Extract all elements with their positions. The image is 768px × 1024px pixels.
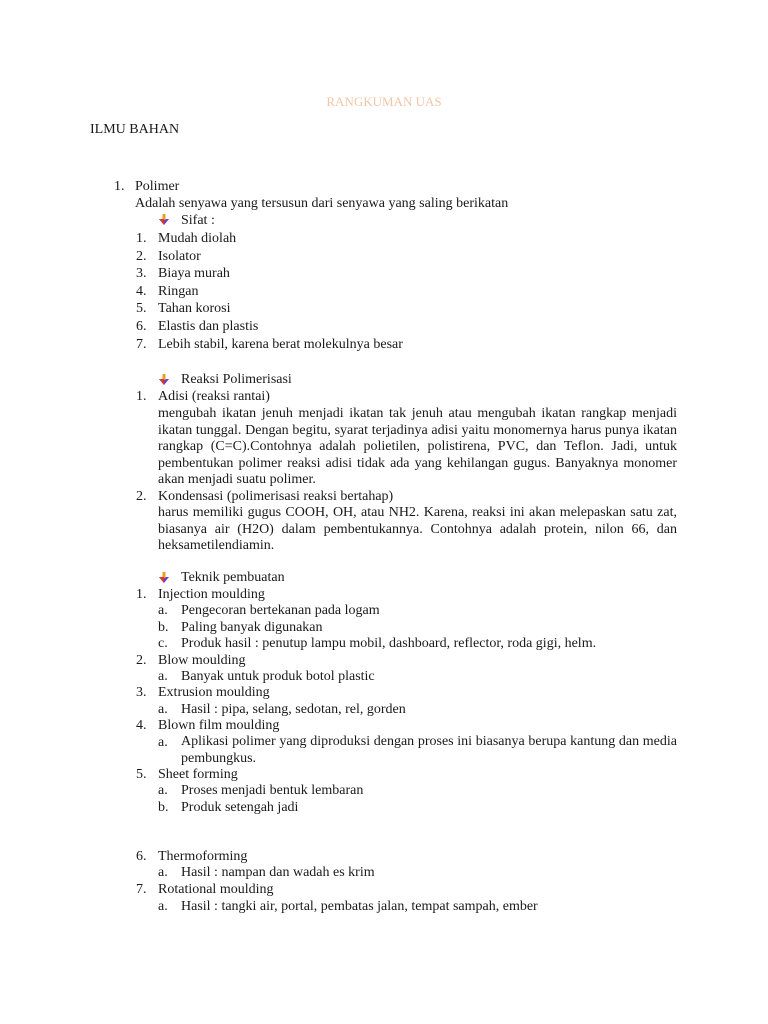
teknik-item: Injection moulding	[158, 587, 265, 602]
list-number: 4.	[136, 718, 147, 733]
sub-letter: b.	[158, 620, 169, 635]
list-number: 3.	[136, 685, 147, 700]
sub-letter: b.	[158, 800, 169, 815]
teknik-item: Rotational moulding	[158, 882, 274, 897]
section-number: 1.	[114, 179, 125, 194]
sub-letter: a.	[158, 865, 168, 880]
list-item: Biaya murah	[158, 266, 230, 281]
list-item: Mudah diolah	[158, 231, 237, 246]
list-item: Lebih stabil, karena berat molekulnya besar	[158, 337, 403, 352]
sub-item: Hasil : pipa, selang, sedotan, rel, gorden	[181, 702, 406, 717]
list-number: 3.	[136, 266, 147, 281]
subject-heading: ILMU BAHAN	[90, 122, 180, 137]
document-title: RANGKUMAN UAS	[326, 94, 442, 109]
list-item: Ringan	[158, 284, 199, 299]
sub-letter: a.	[158, 783, 168, 798]
list-item: Tahan korosi	[158, 301, 231, 316]
teknik-item: Blown film moulding	[158, 718, 280, 733]
reaksi-item-title: Adisi (reaksi rantai)	[158, 389, 270, 404]
arrow-bullet-icon	[157, 572, 171, 584]
list-number: 2.	[136, 489, 147, 504]
list-number: 5.	[136, 767, 147, 782]
sub-item: Produk hasil : penutup lampu mobil, dashboard, reflector, roda gigi, helm.	[181, 636, 597, 651]
teknik-item: Extrusion moulding	[158, 685, 270, 700]
arrow-bullet-icon	[157, 214, 171, 226]
teknik-heading: Teknik pembuatan	[181, 570, 285, 585]
list-number: 7.	[136, 882, 147, 897]
sub-item: Banyak untuk produk botol plastic	[181, 669, 375, 684]
sub-letter: a.	[158, 669, 168, 684]
list-item: Elastis dan plastis	[158, 319, 259, 334]
sub-item: Aplikasi polimer yang diproduksi dengan proses ini biasanya berupa kantung dan media pembungkus.	[181, 734, 677, 766]
list-number: 4.	[136, 284, 147, 299]
sub-letter: a.	[158, 702, 168, 717]
sub-letter: a.	[158, 603, 168, 618]
teknik-item: Sheet forming	[158, 767, 238, 782]
list-number: 7.	[136, 337, 147, 352]
list-number: 1.	[136, 389, 147, 404]
sub-item: Pengecoran bertekanan pada logam	[181, 603, 380, 618]
reaksi-item-body: harus memiliki gugus COOH, OH, atau NH2. Karena, reaksi ini akan melepaskan satu zat, biasanya air (H2O) dalam pembentukannya. Contohnya adalah protein, nilon 66, dan heksametilendiamin.	[158, 505, 677, 553]
sub-letter: a.	[158, 735, 168, 750]
sub-item: Paling banyak digunakan	[181, 620, 323, 635]
list-number: 6.	[136, 849, 147, 864]
reaksi-item-title: Kondensasi (polimerisasi reaksi bertahap)	[158, 489, 394, 504]
teknik-item: Thermoforming	[158, 849, 248, 864]
sifat-heading: Sifat :	[181, 213, 215, 228]
list-number: 5.	[136, 301, 147, 316]
sub-item: Hasil : tangki air, portal, pembatas jalan, tempat sampah, ember	[181, 899, 538, 914]
list-number: 1.	[136, 587, 147, 602]
list-item: Isolator	[158, 249, 201, 264]
list-number: 2.	[136, 653, 147, 668]
section-definition: Adalah senyawa yang tersusun dari senyawa yang saling berikatan	[135, 196, 509, 211]
list-number: 1.	[136, 231, 147, 246]
sub-item: Produk setengah jadi	[181, 800, 299, 815]
sub-item: Hasil : nampan dan wadah es krim	[181, 865, 375, 880]
list-number: 2.	[136, 249, 147, 264]
list-number: 6.	[136, 319, 147, 334]
sub-letter: c.	[158, 636, 168, 651]
arrow-bullet-icon	[157, 374, 171, 386]
teknik-item: Blow moulding	[158, 653, 246, 668]
reaksi-heading: Reaksi Polimerisasi	[181, 372, 292, 387]
section-heading: Polimer	[135, 179, 180, 194]
reaksi-item-body: mengubah ikatan jenuh menjadi ikatan tak jenuh atau mengubah ikatan rangkap menjadi ikatan tunggal. Dengan begitu, syarat terjadinya adisi yaitu monomernya harus punya ikatan rangkap (C=C).Contohnya adalah polietilen, polistirena, PVC, dan Teflon. Jadi, untuk pembentukan polimer reaksi adisi tidak ada yang kehilangan gugus. Banyaknya monomer akan menjadi suatu polimer.	[158, 406, 677, 487]
sub-letter: a.	[158, 899, 168, 914]
sub-item: Proses menjadi bentuk lembaran	[181, 783, 364, 798]
